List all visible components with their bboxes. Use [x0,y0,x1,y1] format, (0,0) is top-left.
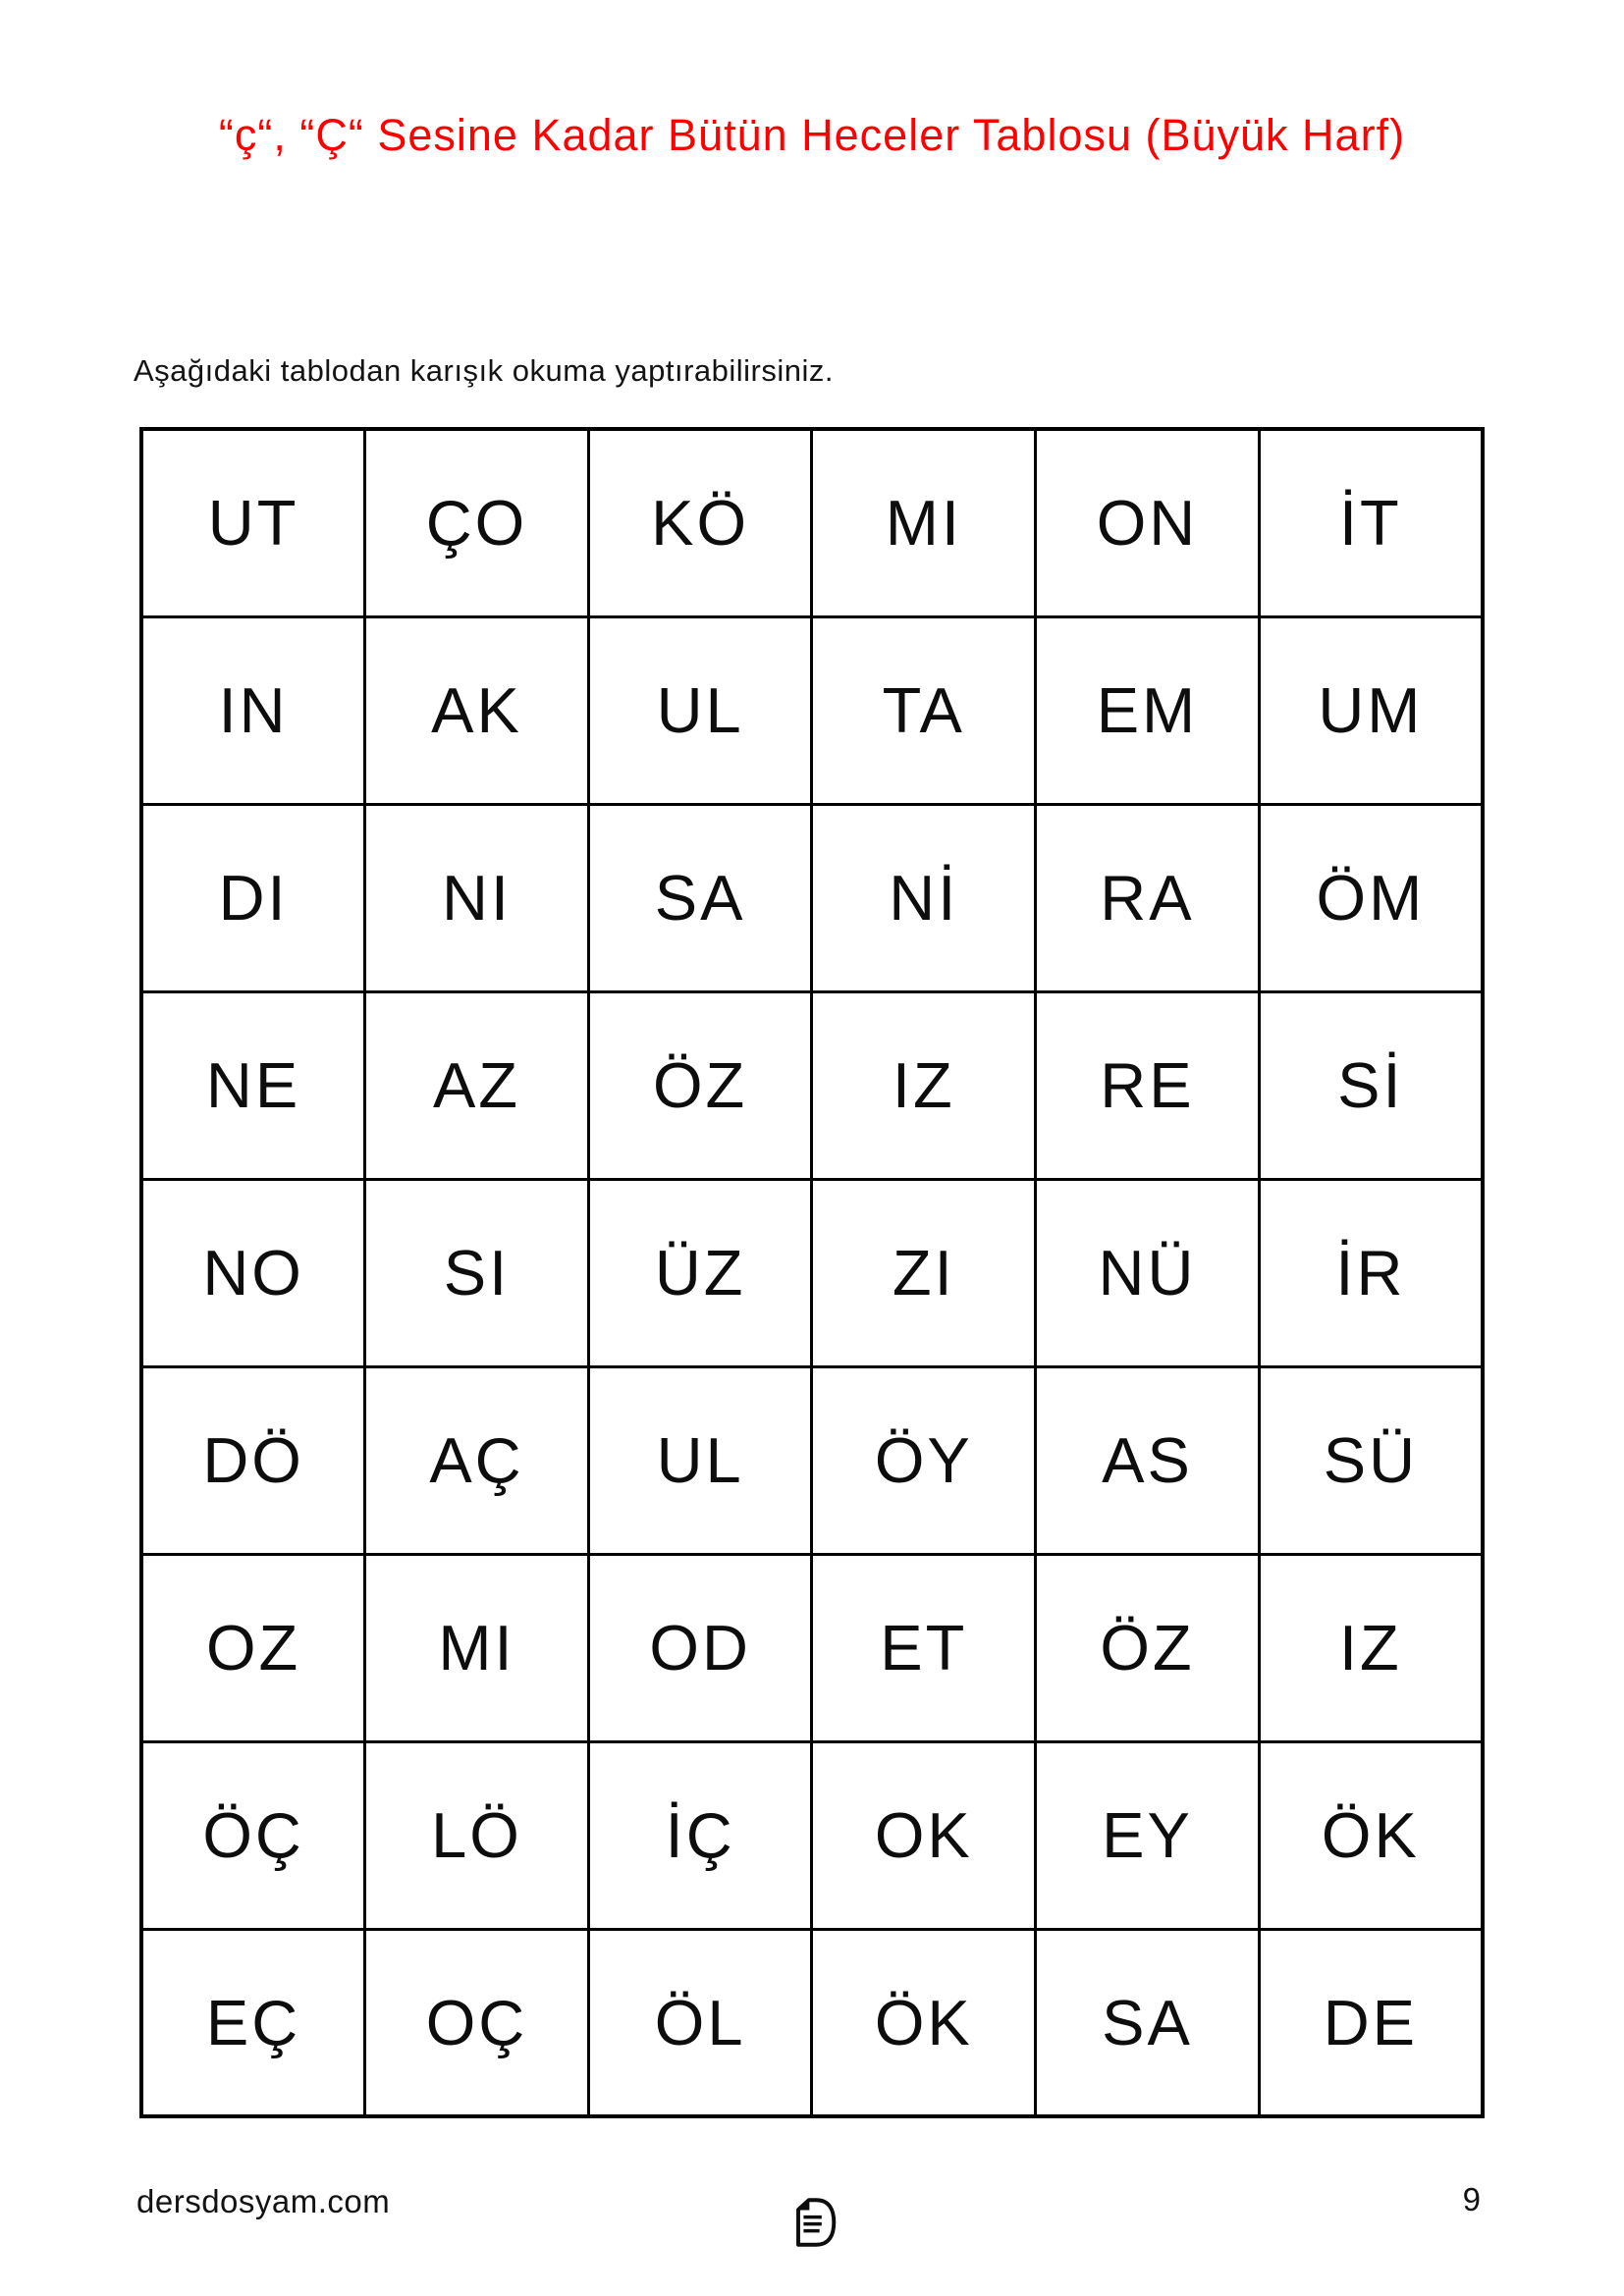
syllable-cell: ÖZ [588,991,812,1179]
syllable-cell: AK [365,616,589,804]
syllable-cell: SÜ [1259,1366,1483,1554]
instruction-text: Aşağıdaki tablodan karışık okuma yaptırabilirsiniz. [134,353,834,388]
syllable-cell: OD [588,1554,812,1741]
syllable-cell: ÖZ [1036,1554,1260,1741]
table-row [141,804,1483,991]
table-row [141,1929,1483,2116]
syllable-cell: IN [141,616,365,804]
syllable-cell: EÇ [141,1929,365,2116]
page-number: 9 [1462,2181,1481,2217]
syllable-cell: ÖK [1259,1741,1483,1929]
syllable-cell: ZI [812,1179,1036,1366]
syllable-cell: AZ [365,991,589,1179]
syllable-cell: UL [588,1366,812,1554]
syllable-cell: ÖK [812,1929,1036,2116]
table-row [141,616,1483,804]
syllable-cell: İÇ [588,1741,812,1929]
syllable-cell: MI [812,429,1036,616]
syllable-cell: İT [1259,429,1483,616]
syllable-cell: SI [365,1179,589,1366]
table-row [141,1741,1483,1929]
syllable-cell: ÖÇ [141,1741,365,1929]
syllable-cell: ÖL [588,1929,812,2116]
syllable-cell: OZ [141,1554,365,1741]
syllable-cell: SA [588,804,812,991]
syllable-cell: IZ [812,991,1036,1179]
syllable-cell: RA [1036,804,1260,991]
table-row [141,1179,1483,1366]
syllable-cell: RE [1036,991,1260,1179]
syllable-cell: TA [812,616,1036,804]
syllable-cell: OK [812,1741,1036,1929]
syllable-cell: ON [1036,429,1260,616]
syllable-cell: EY [1036,1741,1260,1929]
syllable-cell: EM [1036,616,1260,804]
syllable-cell: DÖ [141,1366,365,1554]
syllable-cell: AS [1036,1366,1260,1554]
syllable-cell: UT [141,429,365,616]
syllable-cell: ÖM [1259,804,1483,991]
syllable-cell: AÇ [365,1366,589,1554]
syllable-cell: ÇO [365,429,589,616]
table-row [141,429,1483,616]
syllable-cell: LÖ [365,1741,589,1929]
syllable-cell: NI [365,804,589,991]
syllable-cell: ET [812,1554,1036,1741]
syllable-cell: MI [365,1554,589,1741]
syllable-cell: NÜ [1036,1179,1260,1366]
syllable-cell: DE [1259,1929,1483,2116]
page-footer [136,2181,1485,2250]
table-row [141,1366,1483,1554]
syllable-cell: DI [141,804,365,991]
website-url: dersdosyam.com [136,2183,391,2219]
syllable-cell: IZ [1259,1554,1483,1741]
syllable-cell: UM [1259,616,1483,804]
syllable-cell: SA [1036,1929,1260,2116]
table-row [141,991,1483,1179]
table-row [141,1554,1483,1741]
syllable-cell: ÖY [812,1366,1036,1554]
syllable-cell: İR [1259,1179,1483,1366]
syllable-cell: KÖ [588,429,812,616]
syllable-cell: NE [141,991,365,1179]
syllable-cell: Nİ [812,804,1036,991]
syllable-cell: NO [141,1179,365,1366]
syllable-cell: Sİ [1259,991,1483,1179]
document-logo-icon [785,2197,837,2248]
syllable-cell: OÇ [365,1929,589,2116]
syllable-cell: ÜZ [588,1179,812,1366]
syllable-cell: UL [588,616,812,804]
syllable-table [139,427,1485,2118]
page-title: “ç“, “Ç“ Sesine Kadar Bütün Heceler Tablosu (Büyük Harf) [218,110,1406,160]
